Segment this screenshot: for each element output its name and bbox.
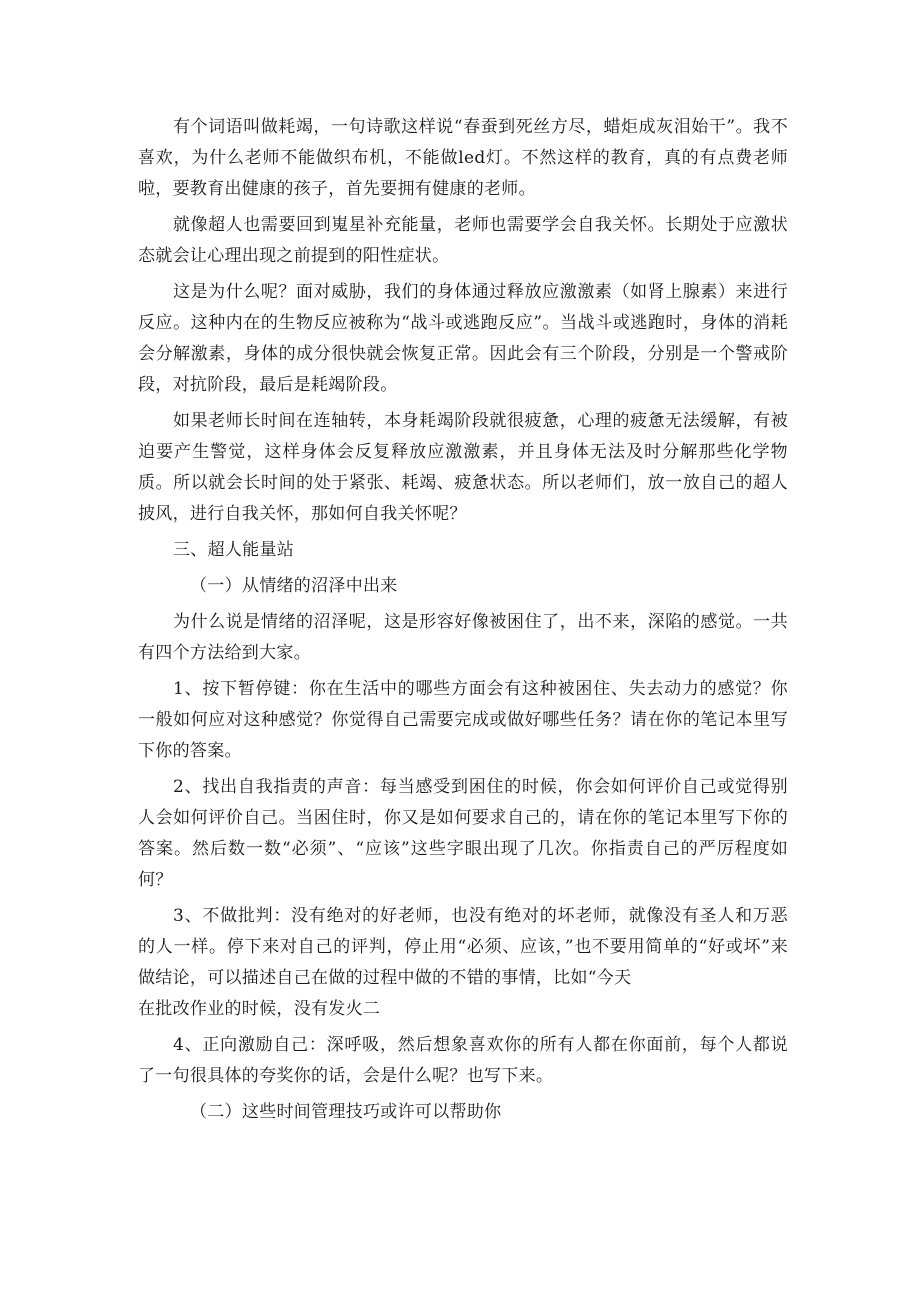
method-2: 2、找出自我指责的声音：每当感受到困住的时候，你会如何评价自己或觉得别人会如何评价自己。当困住时，你又是如何要求自己的，请在你的笔记本里写下你的答案。然后数一数“必须”、“应该”这些字眼出现了几次。你指责自己的严厉程度如何？ bbox=[138, 777, 788, 890]
paragraph-intro: 为什么说是情绪的沼泽呢，这是形容好像被困住了，出不来，深陷的感觉。一共有四个方法给到大家。 bbox=[138, 612, 788, 663]
document-body bbox=[138, 112, 788, 1133]
subsection-heading-2: （二）这些时间管理技巧或许可以帮助你 bbox=[190, 1102, 502, 1122]
paragraph-exhaustion: 有个词语叫做耗竭，一句诗歌这样说“春蚕到死丝方尽，蜡炬成灰泪始干”。我不喜欢，为什么老师不能做织布机，不能做led灯。不然这样的教育，真的有点费老师啦，要教育出健康的孩子，首先要拥有健康的老师。 bbox=[138, 117, 788, 199]
paragraph-self-care: 就像超人也需要回到嵬星补充能量，老师也需要学会自我关怀。长期处于应激状态就会让心理出现之前提到的阳性症状。 bbox=[138, 215, 788, 266]
paragraph-teacher-fatigue: 如果老师长时间在连轴转，本身耗竭阶段就很疲惫，心理的疲惫无法缓解，有被迫要产生警觉，这样身体会反复释放应激激素，并且身体无法及时分解那些化学物质。所以就会长时间的处于紧张、耗竭、疲惫状态。所以老师们，放一放自己的超人披风，进行自我关怀，那如何自我关怀呢？ bbox=[138, 411, 788, 524]
subsection-heading-1: （一）从情绪的沼泽中出来 bbox=[190, 576, 398, 596]
paragraph-stress-response: 这是为什么呢？面对威胁，我们的身体通过释放应激激素（如肾上腺素）来进行反应。这种内在的生物反应被称为“战斗或逃跑反应”。当战斗或逃跑时，身体的消耗会分解激素，身体的成分很快就会恢复正常。因此会有三个阶段，分别是一个警戒阶段，对抗阶段，最后是耗竭阶段。 bbox=[138, 282, 788, 395]
method-1: 1、按下暂停键：你在生活中的哪些方面会有这种被困住、失去动力的感觉？你一般如何应对这种感觉？你觉得自己需要完成或做好哪些任务？请在你的笔记本里写下你的答案。 bbox=[138, 679, 788, 761]
method-3-continuation: 在批改作业的时候，没有发火二 bbox=[138, 999, 381, 1019]
section-heading: 三、超人能量站 bbox=[173, 540, 295, 560]
method-3: 3、不做批判：没有绝对的好老师，也没有绝对的坏老师，就像没有圣人和万恶的人一样。停下来对自己的评判，停止用“必须、应该，”也不要用简单的“好或坏”来做结论，可以描述自己在做的过程中做的不错的事情，比如“今天 bbox=[138, 906, 788, 988]
method-4: 4、正向激励自己：深呼吸，然后想象喜欢你的所有人都在你面前，每个人都说了一句很具体的夸奖你的话，会是什么呢？也写下来。 bbox=[138, 1035, 788, 1086]
